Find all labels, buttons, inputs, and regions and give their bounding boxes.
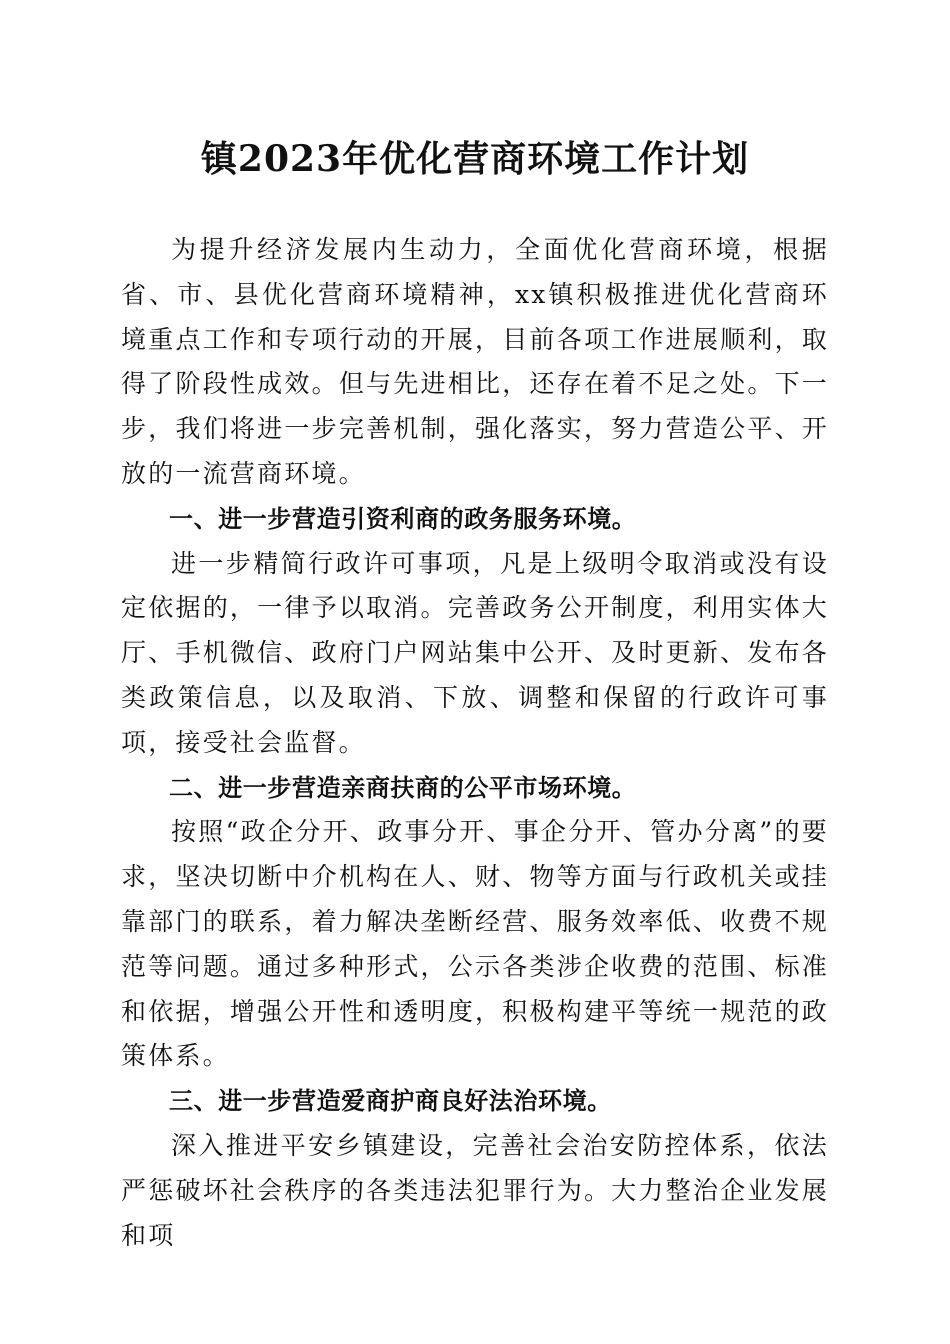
section-body-1: 进一步精简行政许可事项，凡是上级明令取消或没有设定依据的，一律予以取消。完善政务公开制度，利用实体大厅、手机微信、政府门户网站集中公开、及时更新、发布各类政策信息，以及取消、下放、调整和保留的行政许可事项，接受社会监督。: [121, 548, 829, 757]
section-heading-2: 二、进一步营造亲商扶商的公平市场环境。: [169, 773, 637, 802]
intro-paragraph: 为提升经济发展内生动力，全面优化营商环境，根据省、市、县优化营商环境精神，xx镇积极推进优化营商环境重点工作和专项行动的开展，目前各项工作进展顺利，取得了阶段性成效。但与先进相比，还存在着不足之处。下一步，我们将进一步完善机制，强化落实，努力营造公平、开放的一流营商环境。: [121, 235, 829, 488]
document-body: [121, 228, 829, 1258]
section-body-3: 深入推进平安乡镇建设，完善社会治安防控体系，依法严惩破坏社会秩序的各类违法犯罪行为。大力整治企业发展和项: [121, 1130, 829, 1250]
section-heading-3: 三、进一步营造爱商护商良好法治环境。: [169, 1087, 612, 1116]
document-title: 镇2023年优化营商环境工作计划: [200, 138, 750, 180]
section-heading-1: 一、进一步营造引资利商的政务服务环境。: [169, 504, 637, 533]
section-body-2: 按照“政企分开、政事分开、事企分开、管办分离”的要求，坚决切断中介机构在人、财、物等方面与行政机关或挂靠部门的联系，着力解决垄断经营、服务效率低、收费不规范等问题。通过多种形式，公示各类涉企收费的范围、标准和依据，增强公开性和透明度，积极构建平等统一规范的政策体系。: [121, 817, 829, 1071]
